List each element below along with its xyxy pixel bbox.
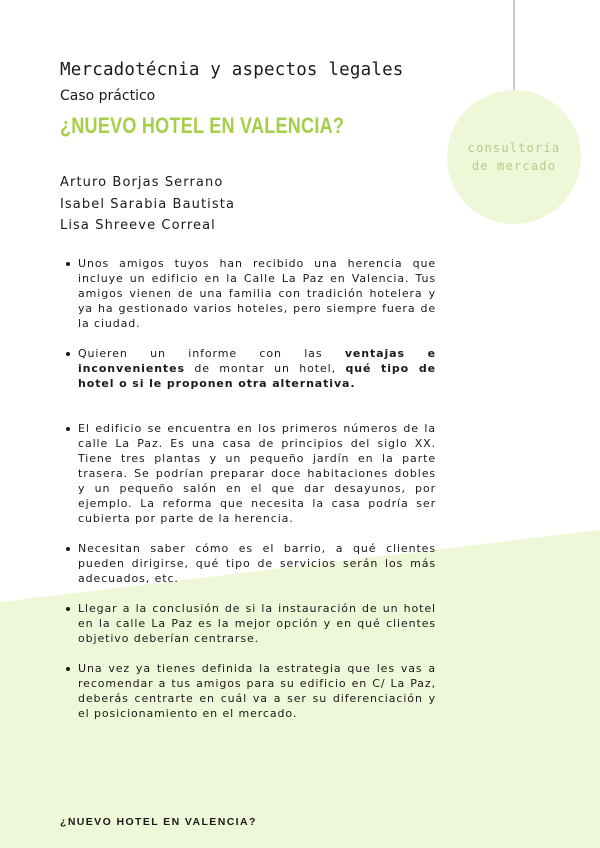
footer-title: ¿NUEVO HOTEL EN VALENCIA? (60, 816, 257, 828)
bullet-item-strategy: Una vez ya tienes definida la estrategia que les vas a recomendar a tus amigos para su edificio en C/ La Paz, deberás centrarte en cuál va a ser su diferenciación y el posicionamiento en el mercado. (64, 661, 436, 721)
bullet-bold-text: qué tipo de hotel o si le proponen otra alternativa. (78, 362, 437, 390)
page-title: Mercadotécnia y aspectos legales (60, 60, 404, 80)
bullet-text: de montar un hotel, (184, 362, 346, 375)
bullet-text: Quieren un informe con las (78, 347, 345, 360)
bullet-item-building: El edificio se encuentra en los primeros números de la calle La Paz. Es una casa de principios del siglo XX. Tiene tres plantas y un pequeño jardín en la parte trasera. Se podrían preparar doce habitaciones dobles y un pequeño salón en el que dar desayunos, por ejemplo. La reforma que necesita la casa podría ser cubierta por parte de la herencia. (64, 421, 436, 526)
bullet-bold-text: ventajas e inconvenientes (78, 347, 436, 375)
bullet-item-neighborhood: Necesitan saber cómo es el barrio, a qué clientes pueden dirigirse, qué tipo de servicios serán los más adecuados, etc. (64, 541, 436, 586)
page-subtitle: Caso práctico (60, 88, 156, 104)
case-headline: ¿NUEVO HOTEL EN VALENCIA? (60, 113, 345, 138)
author-name: Arturo Borjas Serrano (60, 175, 224, 190)
author-name: Isabel Sarabia Bautista (60, 196, 236, 212)
author-name: Lisa Shreeve Correal (60, 218, 216, 233)
author-list (60, 172, 235, 237)
badge-line-1: consultoria (467, 141, 561, 155)
bullet-item-report (64, 346, 436, 391)
case-bullet-list (64, 256, 436, 721)
bullet-item-inheritance: Unos amigos tuyos han recibido una herencia que incluye un edificio en la Calle La Paz en Valencia. Tus amigos vienen de una familia con tradición hotelera y ya ha gestionado varios hoteles, pero siempre fuera de la ciudad. (64, 256, 436, 331)
badge-line-2: de mercado (471, 159, 557, 173)
bullet-item-conclusion: Llegar a la conclusión de si la instauración de un hotel en la calle La Paz es la mejor opción y en qué clientes objetivo deberían centrarse. (64, 601, 436, 646)
